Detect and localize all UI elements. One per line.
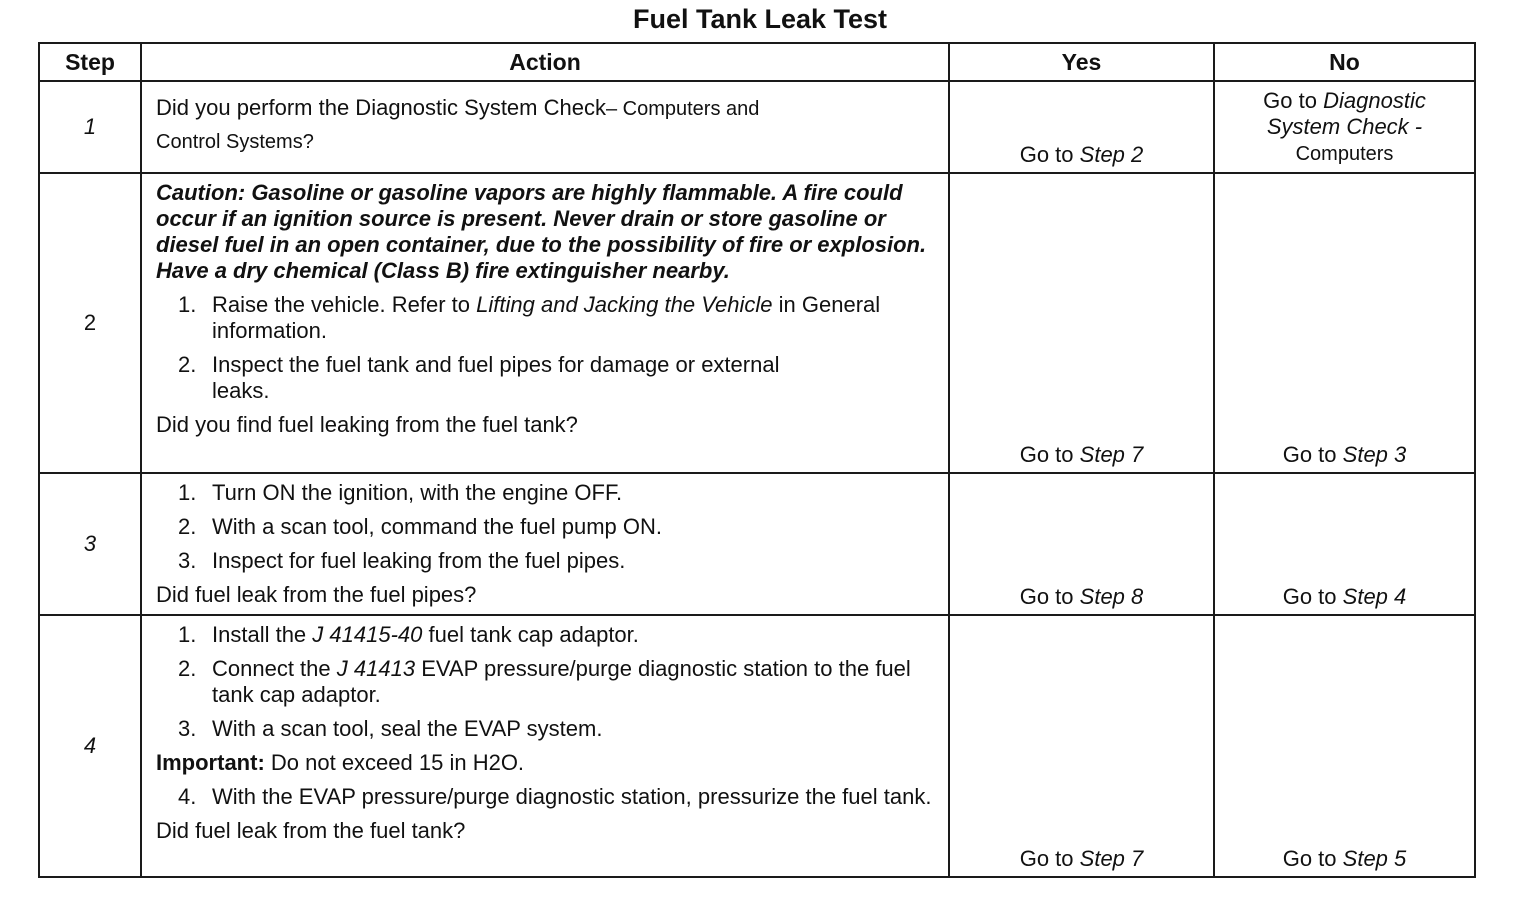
list-item: 4. With the EVAP pressure/purge diagnostic station, pressurize the fuel tank. [178, 784, 932, 809]
list-item: 2. Inspect the fuel tank and fuel pipes for damage or external leaks. [178, 352, 780, 403]
step-link[interactable]: Step 7 [1079, 846, 1144, 871]
header-yes: Yes [949, 43, 1214, 81]
document-title: Fuel Tank Leak Test [632, 4, 888, 34]
table-row [39, 173, 1475, 473]
action-cell [141, 173, 949, 473]
action-cell [141, 81, 949, 173]
step-number: 1 [39, 81, 141, 173]
table-row [39, 615, 1475, 877]
diagnostic-link-suffix: Computers [1295, 143, 1394, 165]
no-cell [1214, 473, 1475, 615]
step-link[interactable]: Step 5 [1342, 846, 1407, 871]
go-to-label: Go to [1263, 88, 1317, 113]
list-item: 1. Turn ON the ignition, with the engine OFF. [178, 480, 623, 505]
step-number: 3 [39, 473, 141, 615]
yes-cell [949, 473, 1214, 615]
list-item: 3. With a scan tool, seal the EVAP system. [178, 716, 603, 741]
question-text: Did fuel leak from the fuel tank? [156, 818, 466, 843]
no-cell [1214, 81, 1475, 173]
header-action: Action [141, 43, 949, 81]
go-to-label: Go to [1282, 584, 1337, 609]
action-cell [141, 615, 949, 877]
yes-cell [949, 615, 1214, 877]
go-to-label: Go to [1019, 142, 1074, 167]
step-link[interactable]: Step 8 [1079, 584, 1144, 609]
yes-cell [949, 81, 1214, 173]
procedure-link[interactable]: Lifting and Jacking the Vehicle [476, 292, 773, 317]
go-to-label: Go to [1019, 846, 1074, 871]
go-to-label: Go to [1019, 442, 1074, 467]
step-number: 4 [39, 615, 141, 877]
step-link[interactable]: Step 7 [1079, 442, 1144, 467]
list-item: 3. Inspect for fuel leaking from the fuel pipes. [178, 548, 626, 573]
action-cell [141, 473, 949, 615]
list-item: 1. Install the J 41415-40 fuel tank cap adaptor. [178, 622, 639, 647]
table-header-row [39, 43, 1475, 81]
table-row [39, 473, 1475, 615]
step-link[interactable]: Step 2 [1079, 142, 1144, 167]
diagnostic-table [38, 42, 1476, 878]
list-item: 1. Raise the vehicle. Refer to Lifting and Jacking the Vehicle in General information. [178, 292, 881, 343]
question-text: Did you perform the Diagnostic System Check– Computers and Control Systems? [156, 95, 760, 153]
list-item: 2. Connect the J 41413 EVAP pressure/purge diagnostic station to the fuel tank cap adaptor. [178, 656, 911, 707]
diagnostic-link[interactable]: System Check - [1266, 114, 1423, 139]
header-no: No [1214, 43, 1475, 81]
important-note: Important: Do not exceed 15 in H2O. [156, 750, 525, 775]
header-step: Step [39, 43, 141, 81]
step-link[interactable]: Step 3 [1342, 442, 1407, 467]
caution-note: Caution: Gasoline or gasoline vapors are highly flammable. A fire could occur if an ignition source is present. Never drain or store gasoline or diesel fuel in an open container, due to the possibility of fire or explosion. Have a dry chemical (Class B) fire extinguisher nearby. [156, 180, 927, 283]
question-text: Did fuel leak from the fuel pipes? [156, 582, 477, 607]
go-to-label: Go to [1282, 846, 1337, 871]
yes-cell [949, 173, 1214, 473]
step-number: 2 [39, 173, 141, 473]
step-link[interactable]: Step 4 [1342, 584, 1407, 609]
question-text: Did you find fuel leaking from the fuel tank? [156, 412, 578, 437]
no-cell [1214, 173, 1475, 473]
go-to-label: Go to [1282, 442, 1337, 467]
go-to-label: Go to [1019, 584, 1074, 609]
tool-number: J 41415-40 [312, 622, 423, 647]
table-row [39, 81, 1475, 173]
no-cell [1214, 615, 1475, 877]
diagnostic-link[interactable]: Diagnostic [1323, 88, 1426, 113]
tool-number: J 41413 [336, 656, 416, 681]
list-item: 2. With a scan tool, command the fuel pump ON. [178, 514, 662, 539]
